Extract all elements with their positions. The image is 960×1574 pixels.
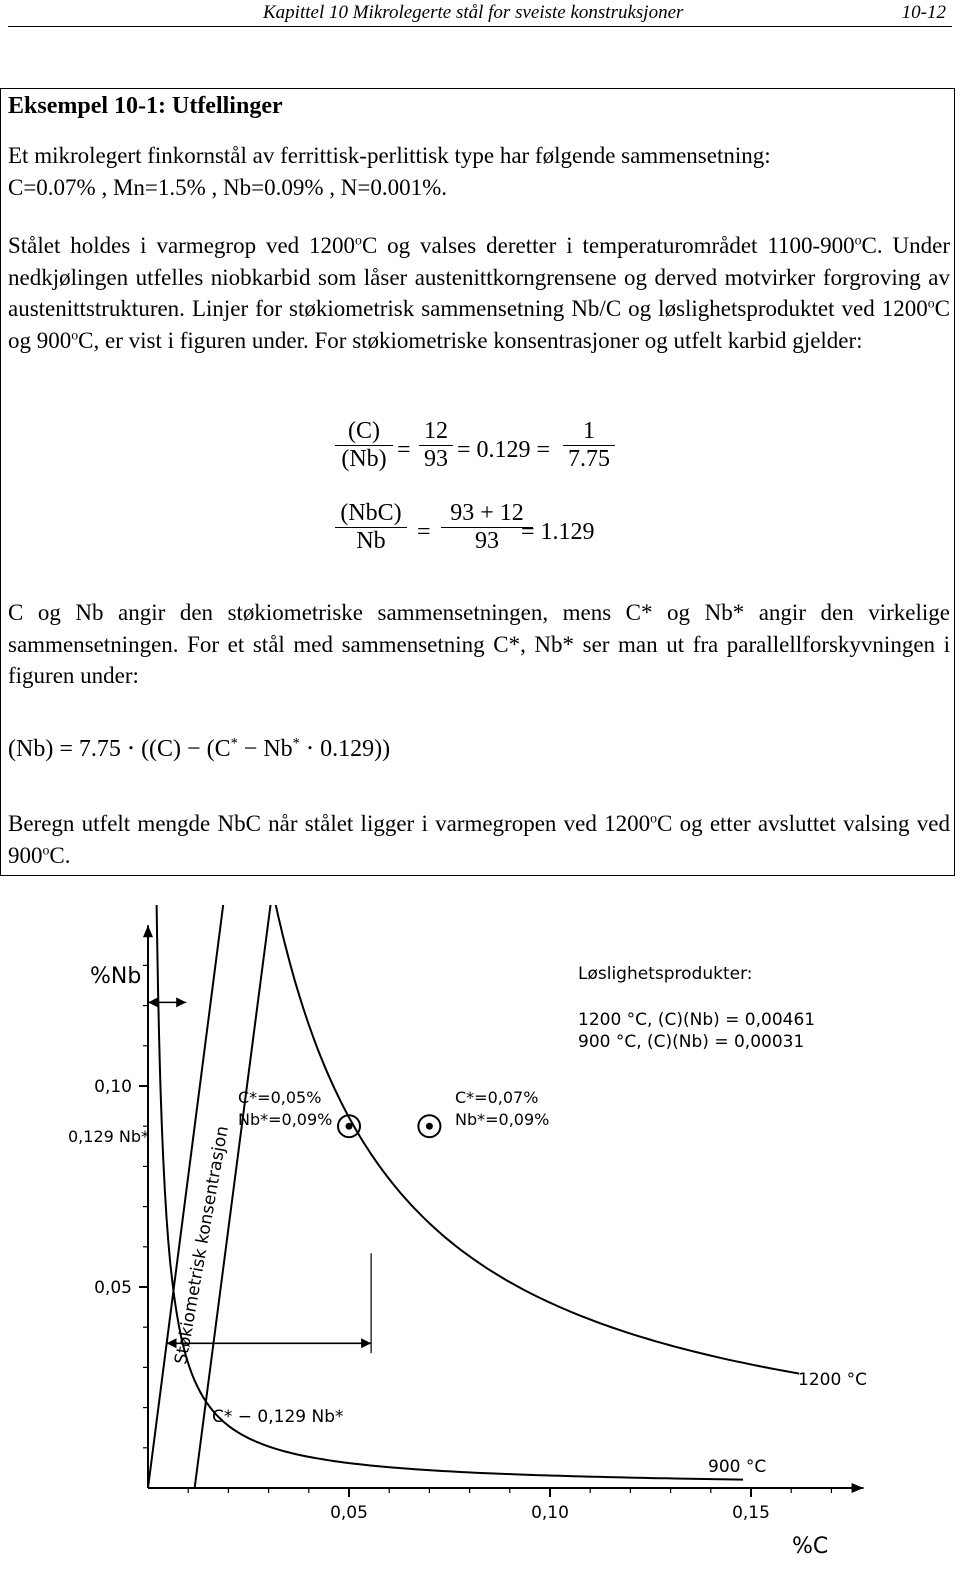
eq2-num1: (NbC) bbox=[340, 500, 402, 526]
point1-label-c: C*=0,05% bbox=[238, 1088, 322, 1107]
eq3-part-a: (Nb) = 7.75 ⋅ ((C) − (C bbox=[8, 736, 231, 762]
y-axis-label: %Nb bbox=[90, 964, 142, 989]
equation-shift bbox=[8, 734, 390, 763]
eq3-part-c: ⋅ 0.129)) bbox=[299, 736, 391, 762]
intro-paragraph bbox=[8, 140, 950, 203]
x-tick-label: 0,10 bbox=[531, 1503, 569, 1523]
legend-title: Løslighetsprodukter: bbox=[578, 964, 753, 984]
point2-label-c: C*=0,07% bbox=[455, 1088, 539, 1107]
chapter-title: Kapittel 10 Mikrolegerte stål for sveiste konstruksjoner bbox=[263, 2, 684, 23]
composition-point bbox=[426, 1123, 433, 1130]
process-text-c: C. Under nedkjølingen utfelles niobkarbid som låser austenittkorngrensene og derved motvirker forgroving av austenittstrukturen. Linjer for støkiometrisk sammensetning Nb/C og løslighetsproduktet ved 1200 bbox=[8, 233, 950, 321]
intro-line-2: C=0.07% , Mn=1.5% , Nb=0.09% , N=0.001%. bbox=[8, 174, 448, 200]
legend-line-900: 900 °C, (C)(Nb) = 0,00031 bbox=[578, 1032, 805, 1052]
eq1-num1: (C) bbox=[348, 418, 380, 444]
y-tick-label: 0,05 bbox=[94, 1278, 132, 1298]
task-paragraph bbox=[8, 808, 950, 871]
legend-line-1200: 1200 °C, (C)(Nb) = 0,00461 bbox=[578, 1010, 816, 1030]
x-axis-arrow bbox=[852, 1483, 864, 1493]
task-text-c: C. bbox=[49, 842, 71, 868]
eq2-result: = 1.129 bbox=[521, 519, 595, 545]
equation-ratio bbox=[335, 418, 635, 498]
x-axis-label: %C bbox=[792, 1534, 829, 1559]
eq3-star: * bbox=[230, 735, 238, 752]
shift-label: C* − 0,129 Nb* bbox=[212, 1407, 344, 1427]
y-marker-label: 0,129 Nb* bbox=[68, 1127, 150, 1146]
degree-sign: o bbox=[927, 295, 935, 311]
composition-paragraph: C og Nb angir den støkiometriske sammensetningen, mens C* og Nb* angir den virkelige sammensetningen. For et stål med sammensetning C*, Nb* ser man ut fra parallellforskyvningen i figuren under: bbox=[8, 600, 950, 688]
eq3-part-b: − Nb bbox=[237, 736, 293, 762]
arrowhead bbox=[361, 1338, 371, 1348]
eq1-num2: 12 bbox=[424, 418, 448, 444]
eq1-den1: (Nb) bbox=[341, 446, 387, 472]
curve-900-label: 900 °C bbox=[708, 1457, 767, 1477]
example-title: Eksempel 10-1: Utfellinger bbox=[8, 93, 283, 119]
point1-label-nb: Nb*=0,09% bbox=[238, 1110, 333, 1129]
degree-sign: o bbox=[71, 327, 79, 343]
arrowhead bbox=[148, 997, 158, 1007]
stoichiometric-label: Støkiometrisk konsentrasjon bbox=[171, 1124, 233, 1366]
page-header bbox=[8, 0, 952, 27]
eq3-star: * bbox=[292, 735, 300, 752]
curve-1200-label: 1200 °C bbox=[798, 1370, 868, 1390]
eq1-equals: = bbox=[397, 437, 411, 463]
process-text-d: C og 900 bbox=[8, 296, 950, 353]
x-tick-label: 0,15 bbox=[732, 1503, 770, 1523]
process-text-e: C, er vist i figuren under. For støkiometriske konsentrasjoner og utfelt karbid gjelder: bbox=[78, 327, 863, 353]
process-paragraph bbox=[8, 230, 950, 356]
eq2-num2: 93 + 12 bbox=[450, 500, 524, 526]
solubility-chart bbox=[0, 905, 960, 1574]
y-axis-arrow bbox=[143, 925, 153, 937]
degree-sign: o bbox=[42, 842, 50, 858]
stoichiometric-line bbox=[148, 905, 234, 1488]
point2-label-nb: Nb*=0,09% bbox=[455, 1110, 550, 1129]
y-tick-label: 0,10 bbox=[94, 1077, 132, 1097]
arrowhead bbox=[176, 997, 186, 1007]
eq1-den3: 7.75 bbox=[568, 446, 610, 472]
eq1-num3: 1 bbox=[583, 418, 595, 444]
page-number: 10-12 bbox=[901, 2, 946, 23]
eq2-den2: 93 bbox=[475, 528, 499, 554]
intro-line-1: Et mikrolegert finkornstål av ferrittisk-perlittisk type har følgende sammensetning: bbox=[8, 143, 771, 168]
process-text-a: Stålet holdes i varmegrop ved 1200 bbox=[8, 233, 356, 258]
x-tick-label: 0,05 bbox=[330, 1503, 368, 1523]
degree-sign: o bbox=[650, 810, 658, 826]
eq2-equals: = bbox=[417, 519, 431, 545]
task-text-a: Beregn utfelt mengde NbC når stålet ligger i varmegropen ved 1200 bbox=[8, 811, 651, 836]
composition-point bbox=[346, 1123, 353, 1130]
degree-sign: o bbox=[854, 232, 862, 248]
eq2-den1: Nb bbox=[356, 528, 386, 554]
solubility-figure bbox=[0, 905, 960, 1574]
eq1-den2: 93 bbox=[424, 446, 448, 472]
equation-nbc bbox=[335, 500, 635, 580]
task-text-b: C og etter avsluttet valsing ved 900 bbox=[8, 811, 950, 868]
degree-sign: o bbox=[355, 232, 362, 248]
eq1-middle: = 0.129 = bbox=[457, 437, 551, 463]
process-text-b: C og valses deretter i temperaturområdet 1100-900 bbox=[361, 233, 855, 258]
curve-900 bbox=[156, 905, 744, 1480]
